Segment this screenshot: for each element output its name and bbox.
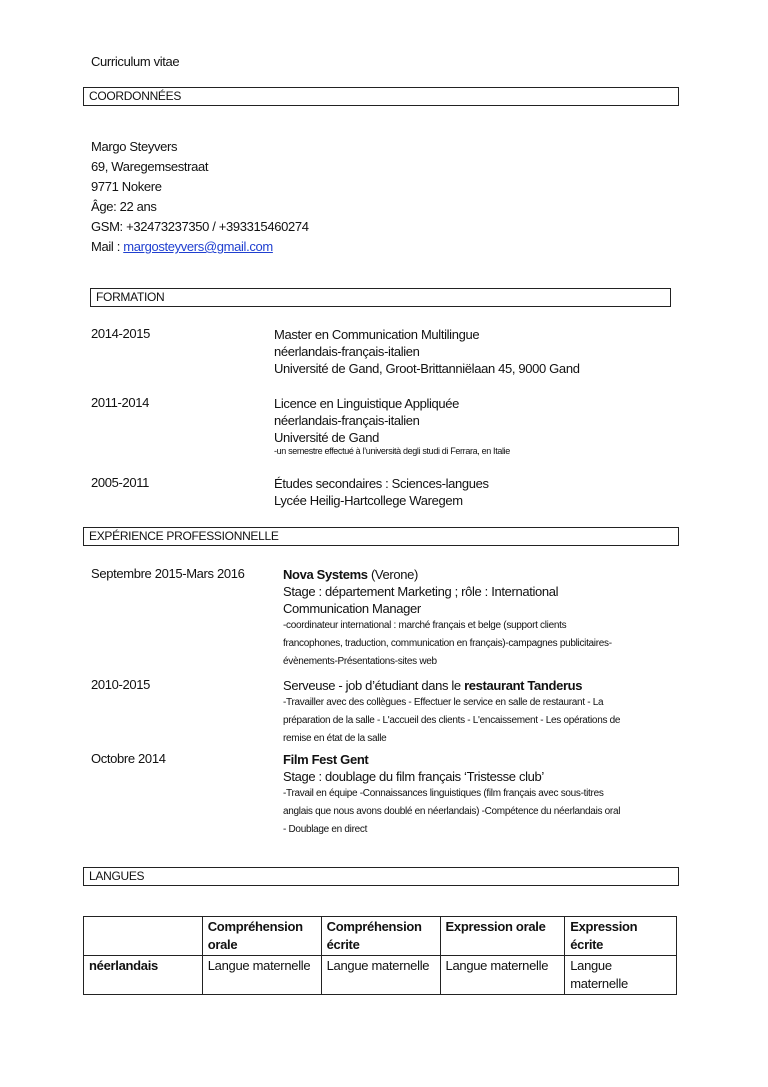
contact-block xyxy=(91,137,309,257)
experience-1-detail-2: francophones, traduction, communication en français)-campagnes publicitaires- xyxy=(283,638,612,649)
language-level: Langue maternelle xyxy=(321,956,440,995)
contact-street: 69, Waregemsestraat xyxy=(91,159,209,174)
experience-period-3: Octobre 2014 xyxy=(91,751,166,766)
language-level: Langue maternelle xyxy=(202,956,321,995)
experience-2-detail-1: -Travailler avec des collègues - Effectuer le service en salle de restaurant - La xyxy=(283,697,604,708)
section-header-contact: COORDONNÉES xyxy=(83,87,679,106)
languages-header-cell: Compréhension orale xyxy=(202,917,321,956)
experience-entry-3 xyxy=(283,751,620,839)
experience-3-detail-1: -Travail en équipe -Connaissances linguistiques (film français avec sous-titres xyxy=(283,788,604,799)
experience-3-detail-3: - Doublage en direct xyxy=(283,824,368,835)
experience-2-detail-3: remise en état de la salle xyxy=(283,733,387,744)
experience-1-employer-line xyxy=(283,566,612,583)
language-level: Langue maternelle xyxy=(440,956,565,995)
languages-header-cell xyxy=(84,917,203,956)
education-2-line-3: Université de Gand xyxy=(274,430,379,445)
education-2-note: -un semestre effectué à l’università degli studi di Ferrara, en Italie xyxy=(274,446,510,456)
contact-name: Margo Steyvers xyxy=(91,139,178,154)
languages-header-row xyxy=(84,917,677,956)
experience-3-employer-line xyxy=(283,751,620,768)
contact-mail-link[interactable]: margosteyvers@gmail.com xyxy=(123,239,273,254)
education-entry-1 xyxy=(274,326,580,377)
experience-period-1: Septembre 2015-Mars 2016 xyxy=(91,566,245,581)
languages-row xyxy=(84,956,677,995)
languages-header-cell: Compréhension écrite xyxy=(321,917,440,956)
education-3-line-1: Études secondaires : Sciences-langues xyxy=(274,476,489,491)
experience-1-detail-1: -coordinateur international : marché français et belge (support clients xyxy=(283,620,567,631)
experience-1-detail-3: évènements-Présentations-sites web xyxy=(283,656,437,667)
education-2-line-2: néerlandais-français-italien xyxy=(274,413,420,428)
contact-mail-label: Mail : xyxy=(91,239,124,254)
contact-mail-line xyxy=(91,237,309,257)
document-title: Curriculum vitae xyxy=(91,54,180,69)
experience-3-detail-2: anglais que nous avons doublé en néerlandais) -Compétence du néerlandais oral xyxy=(283,806,621,817)
language-level: Langue maternelle xyxy=(565,956,677,995)
section-header-education: FORMATION xyxy=(90,288,671,307)
section-header-experience: EXPÉRIENCE PROFESSIONNELLE xyxy=(83,527,679,546)
experience-1-role-2: Communication Manager xyxy=(283,601,421,616)
experience-entry-2 xyxy=(283,677,620,748)
experience-2-employer: restaurant Tanderus xyxy=(464,678,583,693)
experience-3-employer: Film Fest Gent xyxy=(283,752,369,767)
languages-table xyxy=(83,916,677,995)
contact-gsm: GSM: +32473237350 / +393315460274 xyxy=(91,219,309,234)
education-period-3: 2005-2011 xyxy=(91,475,150,490)
experience-entry-1 xyxy=(283,566,612,671)
experience-3-role-1: Stage : doublage du film français ‘Tristesse club’ xyxy=(283,769,544,784)
education-1-line-2: néerlandais-français-italien xyxy=(274,344,420,359)
education-2-line-1: Licence en Linguistique Appliquée xyxy=(274,396,460,411)
education-period-1: 2014-2015 xyxy=(91,326,151,341)
education-entry-2 xyxy=(274,395,459,446)
experience-2-role: Serveuse - job d’étudiant dans le xyxy=(283,678,465,693)
languages-header-cell: Expression écrite xyxy=(565,917,677,956)
contact-city: 9771 Nokere xyxy=(91,179,162,194)
experience-period-2: 2010-2015 xyxy=(91,677,151,692)
education-period-2: 2011-2014 xyxy=(91,395,150,410)
contact-age: Âge: 22 ans xyxy=(91,199,157,214)
languages-header-cell: Expression orale xyxy=(440,917,565,956)
language-name: néerlandais xyxy=(84,956,203,995)
education-3-line-2: Lycée Heilig-Hartcollege Waregem xyxy=(274,493,463,508)
education-entry-3 xyxy=(274,475,489,509)
education-1-line-3: Université de Gand, Groot-Brittanniëlaan 45, 9000 Gand xyxy=(274,361,580,376)
experience-1-role-1: Stage : département Marketing ; rôle : International xyxy=(283,584,559,599)
experience-2-detail-2: préparation de la salle - L'accueil des clients - L'encaissement - Les opérations de xyxy=(283,715,621,726)
section-header-languages: LANGUES xyxy=(83,867,679,886)
experience-2-role-line xyxy=(283,677,620,694)
experience-1-employer: Nova Systems xyxy=(283,567,368,582)
experience-1-location: (Verone) xyxy=(367,567,419,582)
education-1-line-1: Master en Communication Multilingue xyxy=(274,327,480,342)
